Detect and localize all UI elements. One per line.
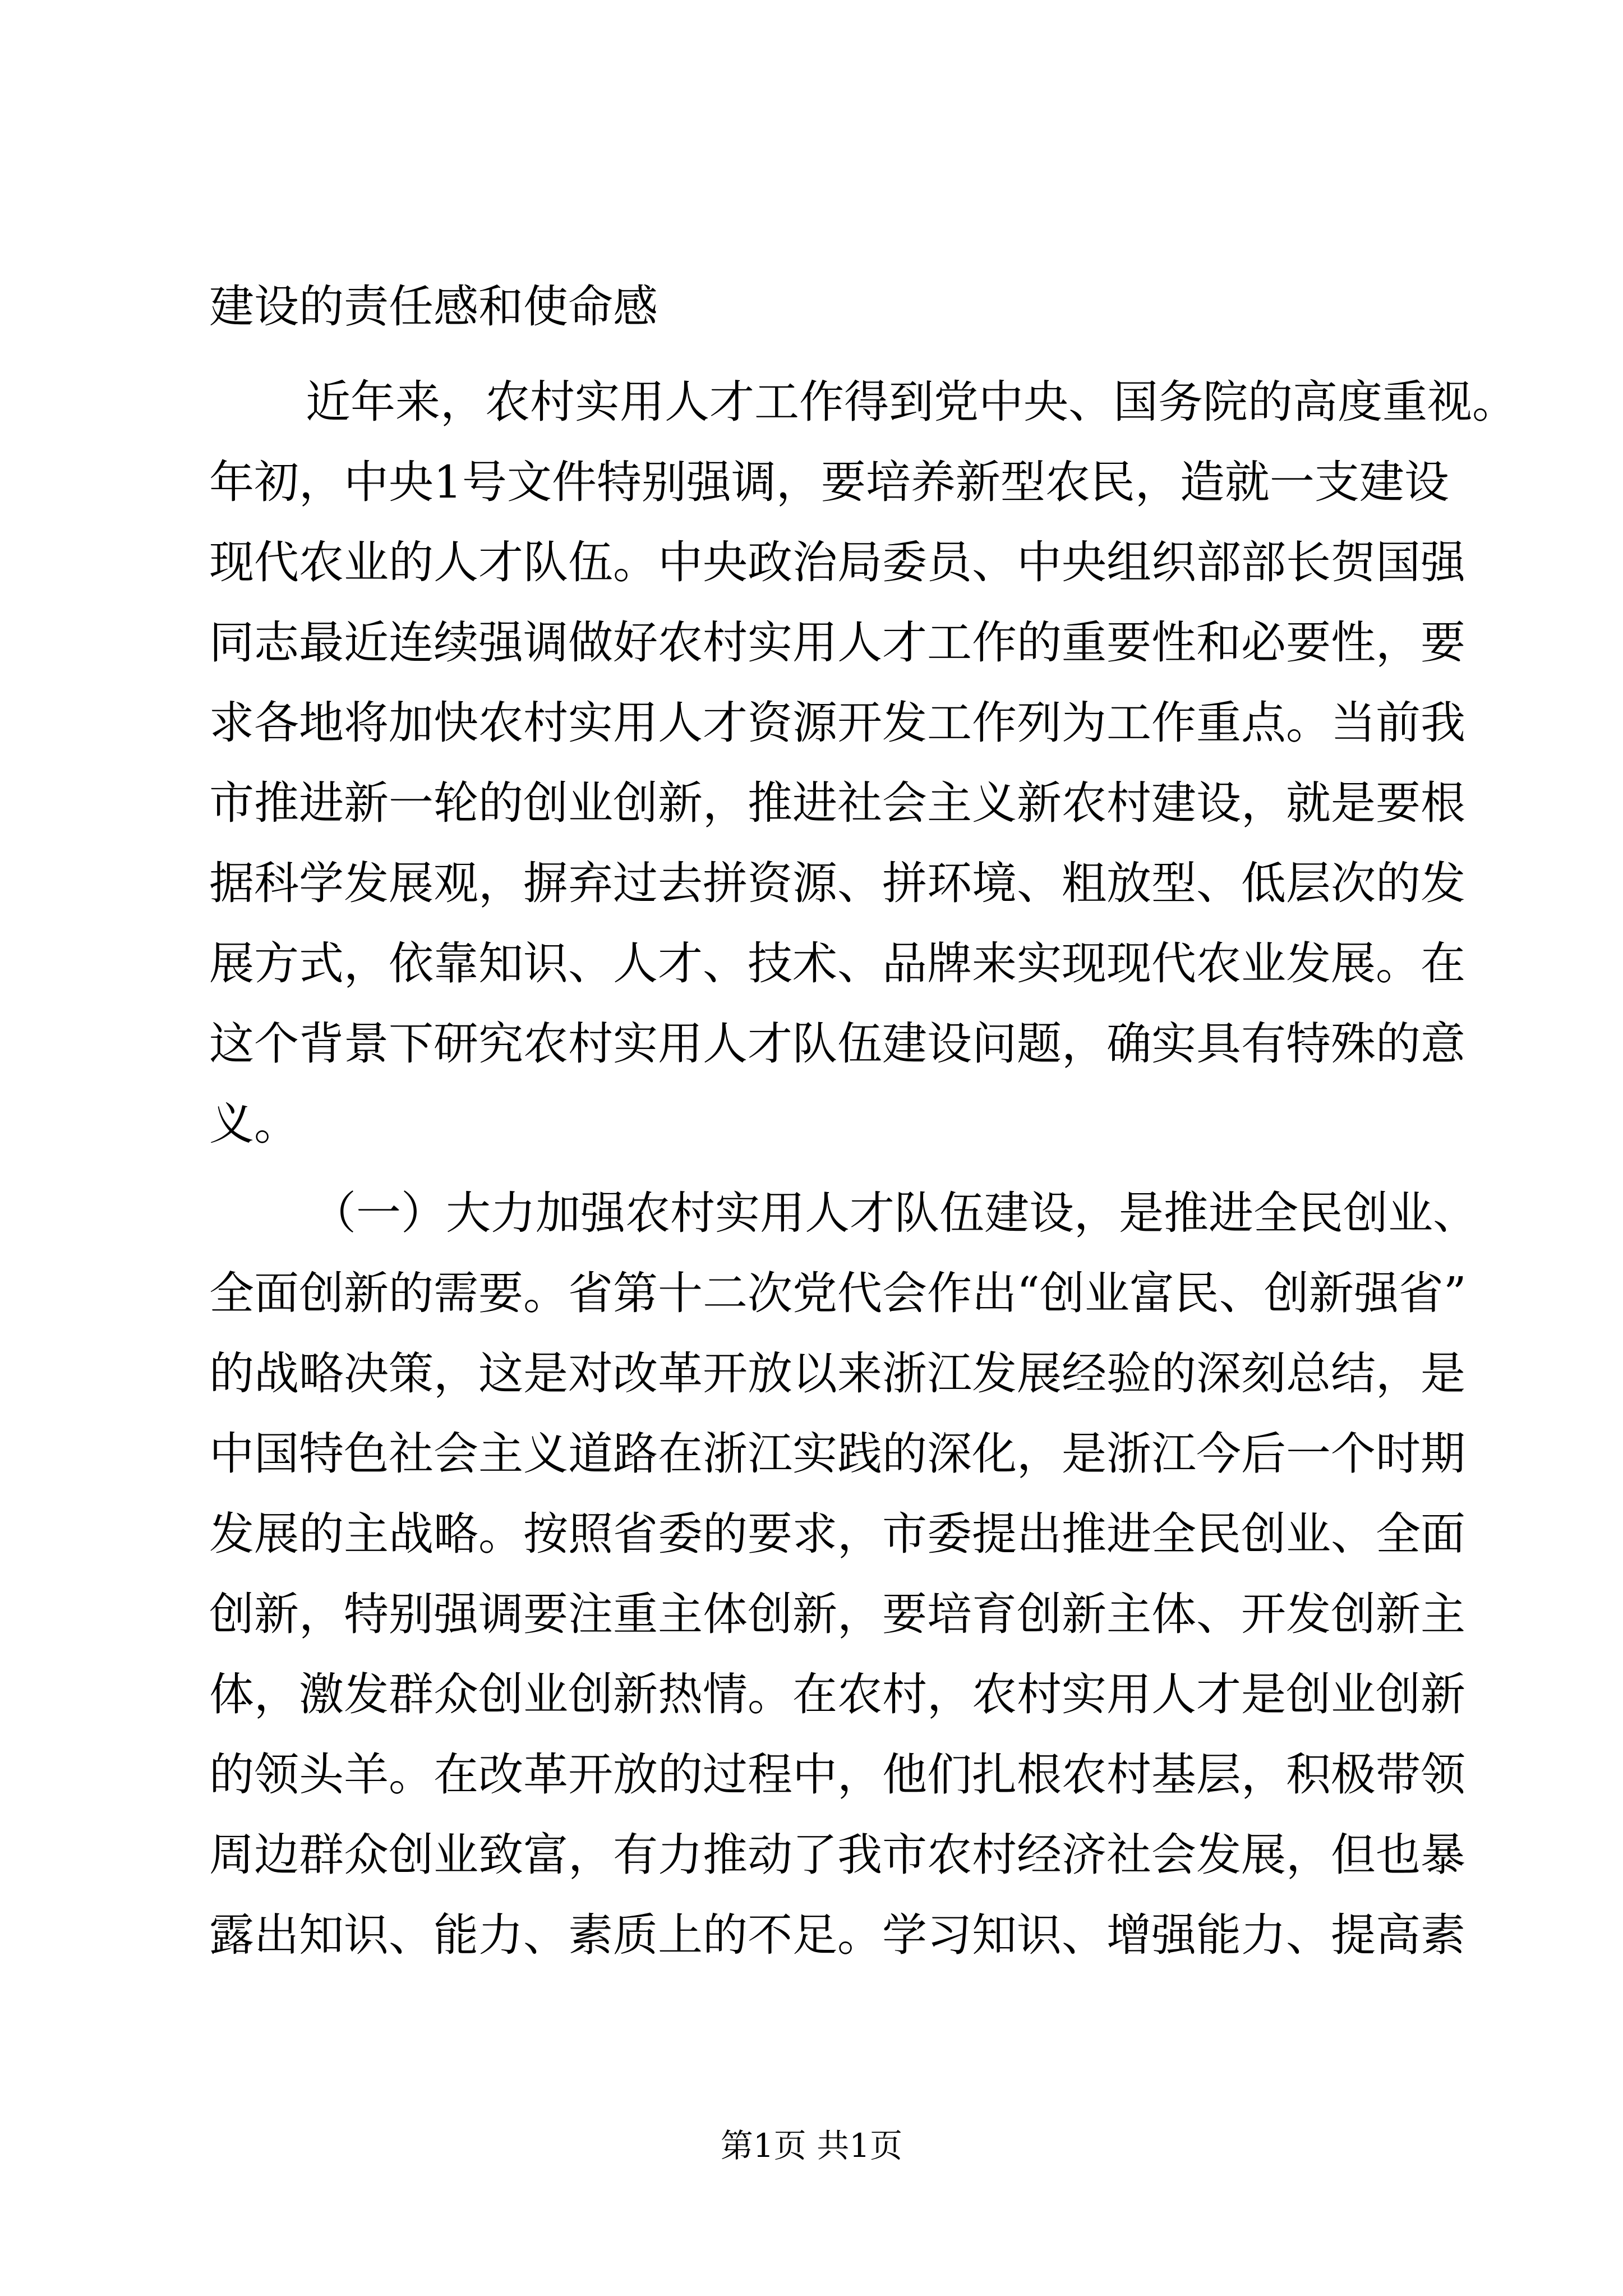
paragraph-1-line-10: 义。: [209, 1098, 299, 1150]
text-line-heading-continued: 建设的责任感和使命感: [209, 280, 658, 333]
paragraph-1-line-5: 求各地将加快农村实用人才资源开发工作列为工作重点。当前我: [209, 697, 1465, 749]
paragraph-2-line-4: 中国特色社会主义道路在浙江实践的深化，是浙江今后一个时期: [209, 1428, 1465, 1480]
page-number-footer: 第1页 共1页: [720, 2127, 903, 2165]
paragraph-2-line-2: 全面创新的需要。省第十二次党代会作出“创业富民、创新强省”: [209, 1267, 1467, 1319]
paragraph-2-line-5: 发展的主战略。按照省委的要求，市委提出推进全民创业、全面: [209, 1508, 1465, 1560]
paragraph-1-line-2: 年初，中央1号文件特别强调，要培养新型农民，造就一支建设: [209, 456, 1449, 508]
paragraph-2-line-9: 周边群众创业致富，有力推动了我市农村经济社会发展，但也暴: [209, 1829, 1465, 1881]
paragraph-1-line-1: 近年来，农村实用人才工作得到党中央、国务院的高度重视。: [306, 376, 1517, 428]
document-body: [209, 266, 1517, 1975]
paragraph-1-line-6: 市推进新一轮的创业创新，推进社会主义新农村建设，就是要根: [209, 777, 1465, 829]
paragraph-1-line-3: 现代农业的人才队伍。中央政治局委员、中央组织部部长贺国强: [209, 536, 1465, 588]
paragraph-2-line-10: 露出知识、能力、素质上的不足。学习知识、增强能力、提高素: [209, 1909, 1465, 1961]
paragraph-2-line-8: 的领头羊。在改革开放的过程中，他们扎根农村基层，积极带领: [209, 1749, 1465, 1801]
paragraph-1-line-7: 据科学发展观，摒弃过去拼资源、拼环境、粗放型、低层次的发: [209, 857, 1465, 909]
paragraph-2-line-7: 体，激发群众创业创新热情。在农村，农村实用人才是创业创新: [209, 1668, 1465, 1720]
paragraph-1-line-8: 展方式，依靠知识、人才、技术、品牌来实现现代农业发展。在: [209, 937, 1465, 990]
paragraph-1-line-9: 这个背景下研究农村实用人才队伍建设问题，确实具有特殊的意: [209, 1018, 1465, 1070]
paragraph-1-line-4: 同志最近连续强调做好农村实用人才工作的重要性和必要性，要: [209, 616, 1465, 669]
paragraph-2-line-1: （一）大力加强农村实用人才队伍建设，是推进全民创业、: [311, 1187, 1478, 1239]
paragraph-2-line-3: 的战略决策，这是对改革开放以来浙江发展经验的深刻总结，是: [209, 1347, 1465, 1400]
paragraph-2-line-6: 创新，特别强调要注重主体创新，要培育创新主体、开发创新主: [209, 1588, 1465, 1640]
